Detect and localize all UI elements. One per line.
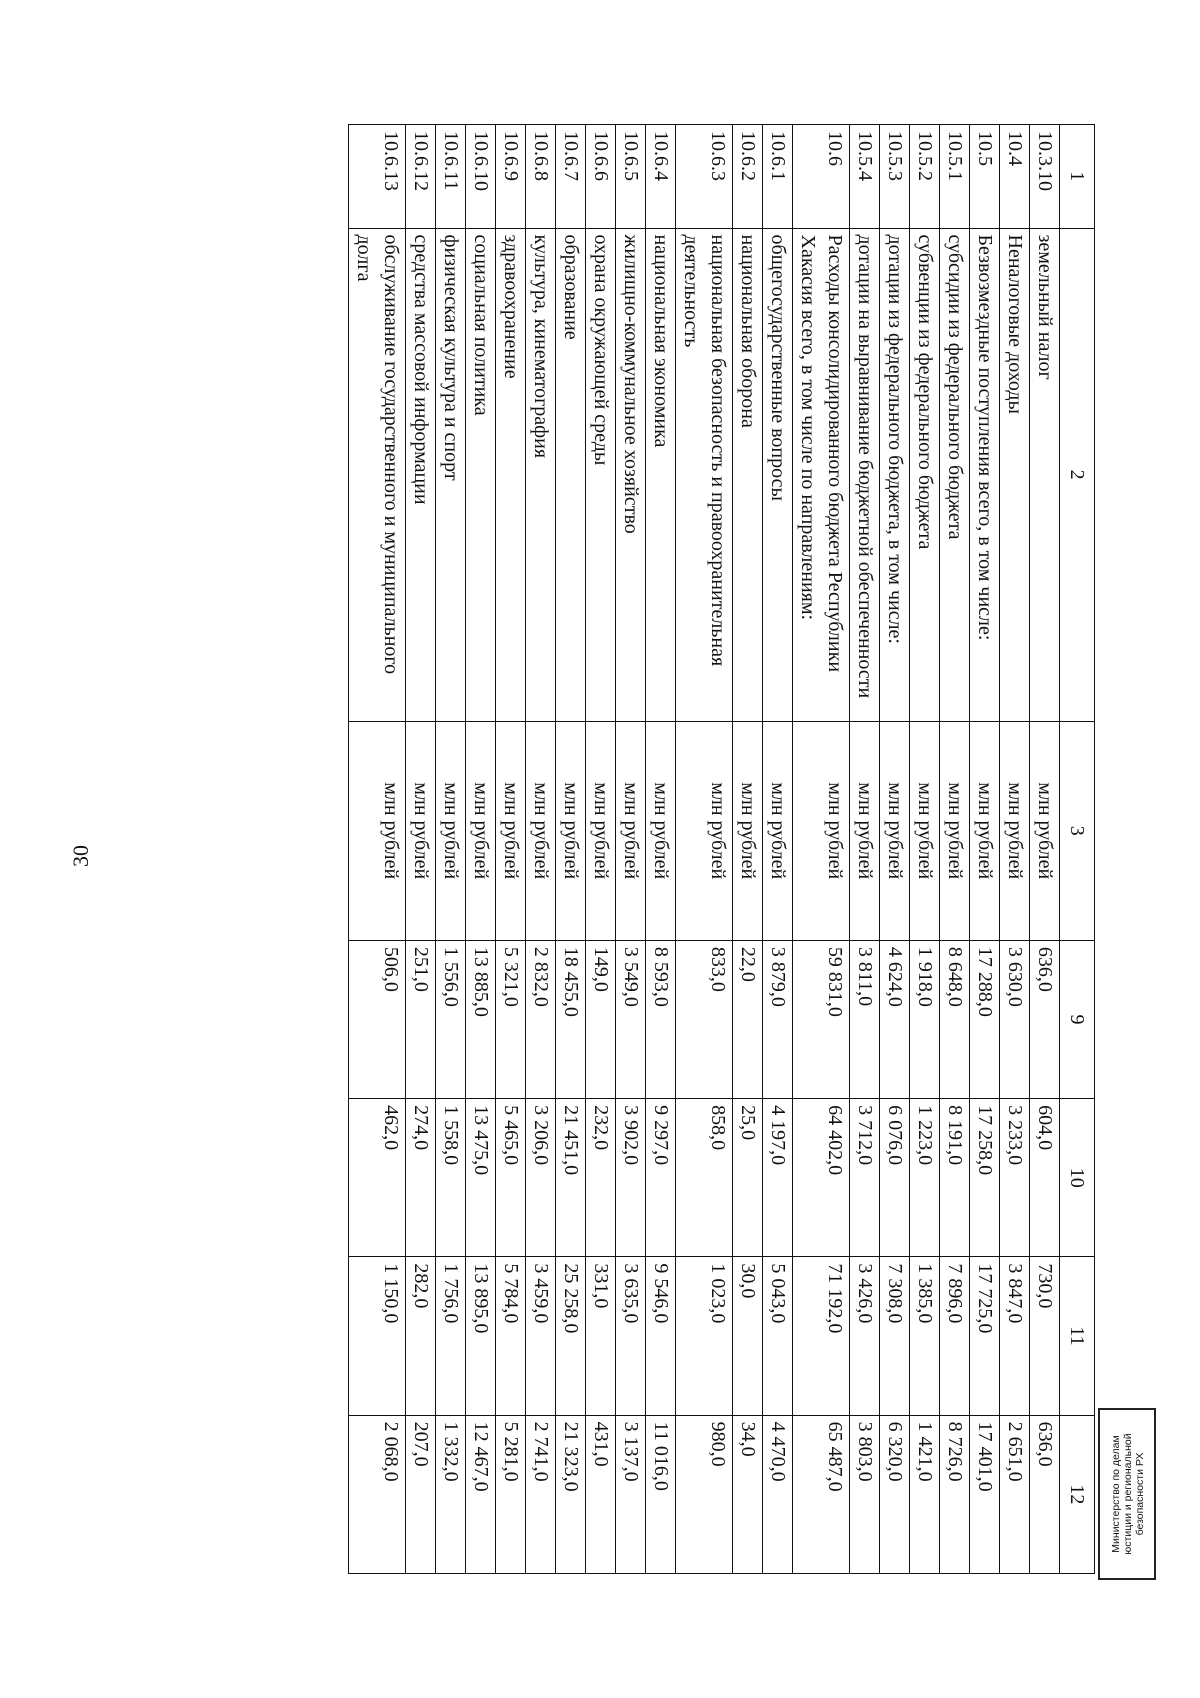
cell-name: общегосударственные вопросы: [763, 228, 793, 721]
cell-v9: 3 549,0: [616, 940, 646, 1098]
cell-name: дотации на выравнивание бюджетной обеспеченности: [850, 228, 880, 721]
cell-code: 10.6: [793, 125, 850, 229]
cell-v10: 9 297,0: [646, 1099, 676, 1257]
cell-name: национальная экономика: [646, 228, 676, 721]
cell-v9: 17 288,0: [970, 940, 1000, 1098]
cell-v11: 3 635,0: [616, 1257, 646, 1415]
cell-v9: 8 648,0: [940, 940, 970, 1098]
cell-v9: 636,0: [1030, 940, 1060, 1098]
cell-v9: 5 321,0: [496, 940, 526, 1098]
cell-v10: 232,0: [586, 1099, 616, 1257]
cell-v12: 431,0: [586, 1415, 616, 1573]
table-row: [676, 125, 733, 1574]
table-row: [850, 125, 880, 1574]
cell-v11: 25 258,0: [556, 1257, 586, 1415]
cell-v11: 7 896,0: [940, 1257, 970, 1415]
cell-code: 10.5.1: [940, 125, 970, 229]
table-row: [1030, 125, 1060, 1574]
cell-v10: 5 465,0: [496, 1099, 526, 1257]
cell-unit: млн рублей: [910, 721, 940, 940]
cell-code: 10.6.7: [556, 125, 586, 229]
rotated-table-container: [165, 124, 1095, 1574]
cell-unit: млн рублей: [616, 721, 646, 940]
table-row: [763, 125, 793, 1574]
table-row: [466, 125, 496, 1574]
cell-unit: млн рублей: [850, 721, 880, 940]
page-number: 30: [68, 845, 93, 867]
cell-name: дотации из федерального бюджета, в том числе:: [880, 228, 910, 721]
cell-v12: 2 651,0: [1000, 1415, 1030, 1573]
column-header: 9: [1060, 940, 1095, 1098]
cell-name: национальная безопасность и правоохранительная деятельность: [676, 228, 733, 721]
cell-unit: млн рублей: [496, 721, 526, 940]
cell-v9: 3 811,0: [850, 940, 880, 1098]
cell-v12: 3 137,0: [616, 1415, 646, 1573]
stamp-line: юстиции и региональной: [1122, 1433, 1134, 1555]
table-row: [793, 125, 850, 1574]
table-header: [1060, 125, 1095, 1574]
table-row: [616, 125, 646, 1574]
table-body: [349, 125, 1060, 1574]
cell-unit: млн рублей: [733, 721, 763, 940]
cell-name: Безвозмездные поступления всего, в том числе:: [970, 228, 1000, 721]
cell-v9: 13 885,0: [466, 940, 496, 1098]
cell-name: охрана окружающей среды: [586, 228, 616, 721]
cell-v11: 5 784,0: [496, 1257, 526, 1415]
cell-v9: 22,0: [733, 940, 763, 1098]
cell-v12: 1 332,0: [436, 1415, 466, 1573]
cell-v11: 1 150,0: [349, 1257, 406, 1415]
cell-v9: 59 831,0: [793, 940, 850, 1098]
cell-code: 10.6.10: [466, 125, 496, 229]
cell-name: национальная оборона: [733, 228, 763, 721]
cell-v9: 1 918,0: [910, 940, 940, 1098]
budget-table: [348, 124, 1095, 1574]
cell-v9: 149,0: [586, 940, 616, 1098]
cell-name: жилищно-коммунальное хозяйство: [616, 228, 646, 721]
cell-unit: млн рублей: [406, 721, 436, 940]
cell-name: субвенции из федерального бюджета: [910, 228, 940, 721]
table-row: [406, 125, 436, 1574]
stamp-line: безопасности РХ: [1134, 1452, 1146, 1536]
cell-code: 10.6.9: [496, 125, 526, 229]
cell-v10: 1 558,0: [436, 1099, 466, 1257]
ministry-stamp: [1098, 1408, 1156, 1580]
cell-v11: 1 385,0: [910, 1257, 940, 1415]
cell-code: 10.6.1: [763, 125, 793, 229]
table-row: [496, 125, 526, 1574]
cell-v12: 34,0: [733, 1415, 763, 1573]
cell-name: Расходы консолидированного бюджета Республики Хакасия всего, в том числе по направлениям:: [793, 228, 850, 721]
cell-unit: млн рублей: [1030, 721, 1060, 940]
cell-name: земельный налог: [1030, 228, 1060, 721]
cell-v11: 5 043,0: [763, 1257, 793, 1415]
column-header: 12: [1060, 1415, 1095, 1573]
cell-name: образование: [556, 228, 586, 721]
cell-unit: млн рублей: [793, 721, 850, 940]
cell-name: субсидии из федерального бюджета: [940, 228, 970, 721]
cell-v9: 1 556,0: [436, 940, 466, 1098]
cell-v10: 13 475,0: [466, 1099, 496, 1257]
table-row: [910, 125, 940, 1574]
column-header: 1: [1060, 125, 1095, 229]
column-header: 11: [1060, 1257, 1095, 1415]
cell-v11: 282,0: [406, 1257, 436, 1415]
header-row: [1060, 125, 1095, 1574]
cell-v12: 5 281,0: [496, 1415, 526, 1573]
cell-v11: 730,0: [1030, 1257, 1060, 1415]
cell-unit: млн рублей: [763, 721, 793, 940]
cell-v10: 3 233,0: [1000, 1099, 1030, 1257]
table-row: [940, 125, 970, 1574]
cell-code: 10.6.11: [436, 125, 466, 229]
cell-v9: 18 455,0: [556, 940, 586, 1098]
cell-v10: 6 076,0: [880, 1099, 910, 1257]
table-row: [586, 125, 616, 1574]
cell-v12: 8 726,0: [940, 1415, 970, 1573]
cell-v12: 21 323,0: [556, 1415, 586, 1573]
cell-v10: 21 451,0: [556, 1099, 586, 1257]
cell-v12: 6 320,0: [880, 1415, 910, 1573]
cell-v12: 65 487,0: [793, 1415, 850, 1573]
cell-v10: 3 902,0: [616, 1099, 646, 1257]
cell-name: здравоохранение: [496, 228, 526, 721]
cell-v11: 7 308,0: [880, 1257, 910, 1415]
cell-v10: 25,0: [733, 1099, 763, 1257]
cell-name: социальная политика: [466, 228, 496, 721]
cell-v10: 462,0: [349, 1099, 406, 1257]
cell-v9: 3 879,0: [763, 940, 793, 1098]
cell-v11: 13 895,0: [466, 1257, 496, 1415]
cell-v10: 3 206,0: [526, 1099, 556, 1257]
cell-v10: 3 712,0: [850, 1099, 880, 1257]
column-header: 3: [1060, 721, 1095, 940]
cell-code: 10.3.10: [1030, 125, 1060, 229]
cell-v9: 4 624,0: [880, 940, 910, 1098]
cell-unit: млн рублей: [940, 721, 970, 940]
cell-v12: 207,0: [406, 1415, 436, 1573]
cell-v10: 604,0: [1030, 1099, 1060, 1257]
cell-v9: 251,0: [406, 940, 436, 1098]
cell-v12: 17 401,0: [970, 1415, 1000, 1573]
cell-v12: 980,0: [676, 1415, 733, 1573]
cell-name: средства массовой информации: [406, 228, 436, 721]
table-row: [733, 125, 763, 1574]
cell-v11: 331,0: [586, 1257, 616, 1415]
cell-code: 10.6.4: [646, 125, 676, 229]
cell-v10: 64 402,0: [793, 1099, 850, 1257]
table-row: [646, 125, 676, 1574]
cell-v12: 1 421,0: [910, 1415, 940, 1573]
cell-v9: 506,0: [349, 940, 406, 1098]
cell-unit: млн рублей: [586, 721, 616, 940]
cell-name: культура, кинематография: [526, 228, 556, 721]
cell-code: 10.6.12: [406, 125, 436, 229]
table-row: [436, 125, 466, 1574]
cell-v12: 636,0: [1030, 1415, 1060, 1573]
cell-v11: 1 756,0: [436, 1257, 466, 1415]
cell-v11: 3 847,0: [1000, 1257, 1030, 1415]
cell-v12: 2 068,0: [349, 1415, 406, 1573]
cell-unit: млн рублей: [526, 721, 556, 940]
cell-v10: 8 191,0: [940, 1099, 970, 1257]
table-row: [880, 125, 910, 1574]
cell-unit: млн рублей: [676, 721, 733, 940]
cell-unit: млн рублей: [970, 721, 1000, 940]
cell-unit: млн рублей: [349, 721, 406, 940]
cell-unit: млн рублей: [1000, 721, 1030, 940]
cell-unit: млн рублей: [466, 721, 496, 940]
cell-code: 10.6.2: [733, 125, 763, 229]
column-header: 10: [1060, 1099, 1095, 1257]
cell-v9: 8 593,0: [646, 940, 676, 1098]
cell-name: обслуживание государственного и муниципального долга: [349, 228, 406, 721]
stamp-line: Министерство по делам: [1110, 1435, 1122, 1553]
cell-v12: 3 803,0: [850, 1415, 880, 1573]
cell-code: 10.5: [970, 125, 1000, 229]
cell-v11: 9 546,0: [646, 1257, 676, 1415]
cell-unit: млн рублей: [646, 721, 676, 940]
cell-unit: млн рублей: [436, 721, 466, 940]
cell-v12: 2 741,0: [526, 1415, 556, 1573]
column-header: 2: [1060, 228, 1095, 721]
table-row: [1000, 125, 1030, 1574]
cell-unit: млн рублей: [880, 721, 910, 940]
cell-v12: 11 016,0: [646, 1415, 676, 1573]
table-row: [349, 125, 406, 1574]
cell-v12: 12 467,0: [466, 1415, 496, 1573]
cell-code: 10.5.3: [880, 125, 910, 229]
table-row: [970, 125, 1000, 1574]
cell-name: физическая культура и спорт: [436, 228, 466, 721]
cell-code: 10.6.5: [616, 125, 646, 229]
cell-v10: 858,0: [676, 1099, 733, 1257]
table-row: [526, 125, 556, 1574]
cell-v10: 17 258,0: [970, 1099, 1000, 1257]
cell-code: 10.4: [1000, 125, 1030, 229]
cell-v11: 3 459,0: [526, 1257, 556, 1415]
cell-unit: млн рублей: [556, 721, 586, 940]
cell-v11: 17 725,0: [970, 1257, 1000, 1415]
cell-code: 10.6.3: [676, 125, 733, 229]
cell-v11: 30,0: [733, 1257, 763, 1415]
cell-name: Неналоговые доходы: [1000, 228, 1030, 721]
cell-code: 10.5.2: [910, 125, 940, 229]
cell-code: 10.6.8: [526, 125, 556, 229]
cell-code: 10.6.6: [586, 125, 616, 229]
table-row: [556, 125, 586, 1574]
cell-v9: 833,0: [676, 940, 733, 1098]
cell-v12: 4 470,0: [763, 1415, 793, 1573]
cell-v11: 3 426,0: [850, 1257, 880, 1415]
cell-v11: 1 023,0: [676, 1257, 733, 1415]
cell-code: 10.6.13: [349, 125, 406, 229]
cell-v9: 2 832,0: [526, 940, 556, 1098]
cell-v10: 1 223,0: [910, 1099, 940, 1257]
cell-v10: 274,0: [406, 1099, 436, 1257]
cell-v10: 4 197,0: [763, 1099, 793, 1257]
cell-v9: 3 630,0: [1000, 940, 1030, 1098]
cell-code: 10.5.4: [850, 125, 880, 229]
cell-v11: 71 192,0: [793, 1257, 850, 1415]
